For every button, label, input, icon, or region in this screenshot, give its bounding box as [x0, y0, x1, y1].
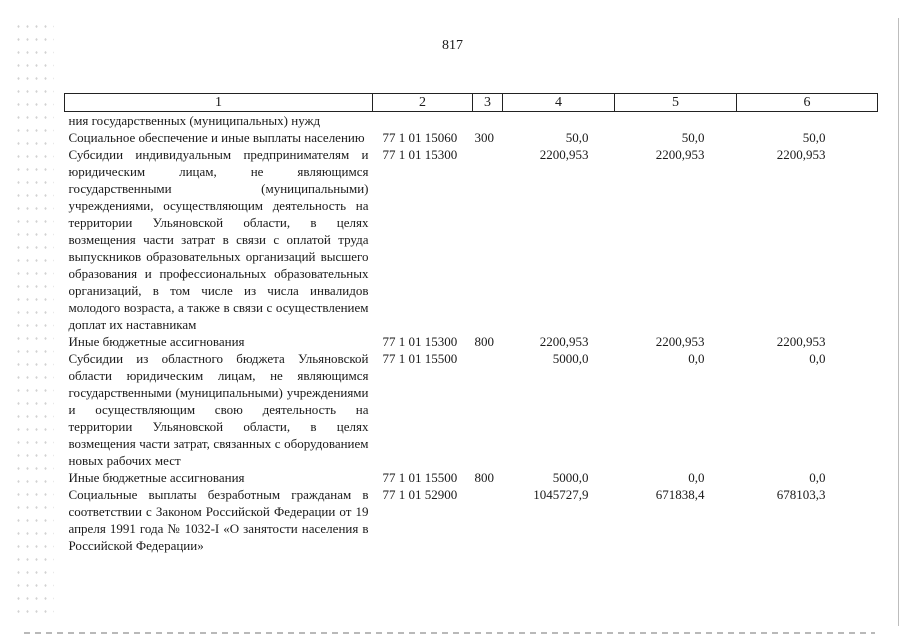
row-name: ния государственных (муниципальных) нужд: [68, 113, 321, 128]
table-row: [65, 146, 878, 333]
column-header-1: 1: [65, 94, 373, 112]
table-row: [65, 350, 878, 469]
row-name: Субсидии из областного бюджета Ульяновской области юридическим лицам, не являющимся государственными (муниципальными) учреждениями и осуществляющим свою деятельность на территории Ульяновской области, в целях возмещения части затрат, связанных с оборудованием новых рабочих мест: [68, 351, 369, 468]
row-code: 77 1 01 15500: [382, 351, 458, 366]
row-value-5: 0,0: [688, 470, 705, 485]
row-expense-type: 800: [474, 334, 494, 349]
row-expense-type: [473, 486, 503, 554]
row-code: 77 1 01 15300: [382, 334, 458, 349]
column-header-6: 6: [737, 94, 878, 112]
budget-table: [64, 93, 878, 554]
row-code: 77 1 01 15500: [382, 470, 458, 485]
row-name: Социальные выплаты безработным гражданам в соответствии с Законом Российской Федерации от 19 апреля 1991 года № 1032-I «О занятости населения в Российской Федерации»: [68, 487, 369, 553]
row-value-4: 2200,953: [539, 147, 589, 162]
row-code: [373, 112, 473, 130]
row-value-4: 50,0: [565, 130, 589, 145]
row-value-6: 678103,3: [776, 487, 826, 502]
row-expense-type: [473, 146, 503, 333]
scan-edge-noise: [14, 20, 54, 620]
scan-bottom-edge: [24, 632, 875, 634]
row-code: 77 1 01 15060: [382, 130, 458, 145]
row-value-4: [503, 112, 615, 130]
row-expense-type: 300: [474, 130, 494, 145]
scan-edge-line: [898, 18, 899, 626]
row-code: 77 1 01 15300: [382, 147, 458, 162]
row-value-5: 2200,953: [655, 334, 705, 349]
row-value-6: 0,0: [809, 470, 826, 485]
column-header-2: 2: [373, 94, 473, 112]
column-header-5: 5: [615, 94, 737, 112]
row-value-6: 2200,953: [776, 334, 826, 349]
table-row: [65, 486, 878, 554]
row-name: Социальное обеспечение и иные выплаты населению: [68, 130, 365, 145]
table-row: [65, 112, 878, 130]
page-number: 817: [442, 38, 463, 53]
column-header-3: 3: [473, 94, 503, 112]
table-row: [65, 333, 878, 350]
row-value-6: 0,0: [809, 351, 826, 366]
table-row: [65, 129, 878, 146]
row-name: Субсидии индивидуальным предпринимателям и юридическим лицам, не являющимся государственными (муниципальными) учреждениями, осуществляющим деятельность на территории Ульяновской области, в целях возмещения части затрат в связи с оплатой труда выпускников образовательных организаций высшего образования и профессиональных образовательных организаций, в том числе из числа инвалидов молодого возраста, а также в связи с осуществлением доплат их наставникам: [68, 147, 369, 332]
table-header-row: [65, 94, 878, 112]
row-value-5: 671838,4: [655, 487, 705, 502]
row-value-6: 50,0: [802, 130, 826, 145]
row-value-4: 5000,0: [552, 470, 589, 485]
row-code: 77 1 01 52900: [382, 487, 458, 502]
row-value-4: 2200,953: [539, 334, 589, 349]
row-name: Иные бюджетные ассигнования: [68, 470, 245, 485]
row-value-6: 2200,953: [776, 147, 826, 162]
row-value-5: 2200,953: [655, 147, 705, 162]
row-value-6: [737, 112, 878, 130]
row-expense-type: 800: [474, 470, 494, 485]
table-row: [65, 469, 878, 486]
row-value-5: 0,0: [688, 351, 705, 366]
row-value-4: 5000,0: [552, 351, 589, 366]
row-expense-type: [473, 112, 503, 130]
row-value-4: 1045727,9: [533, 487, 589, 502]
row-value-5: [615, 112, 737, 130]
row-expense-type: [473, 350, 503, 469]
row-name: Иные бюджетные ассигнования: [68, 334, 245, 349]
row-value-5: 50,0: [681, 130, 705, 145]
column-header-4: 4: [503, 94, 615, 112]
